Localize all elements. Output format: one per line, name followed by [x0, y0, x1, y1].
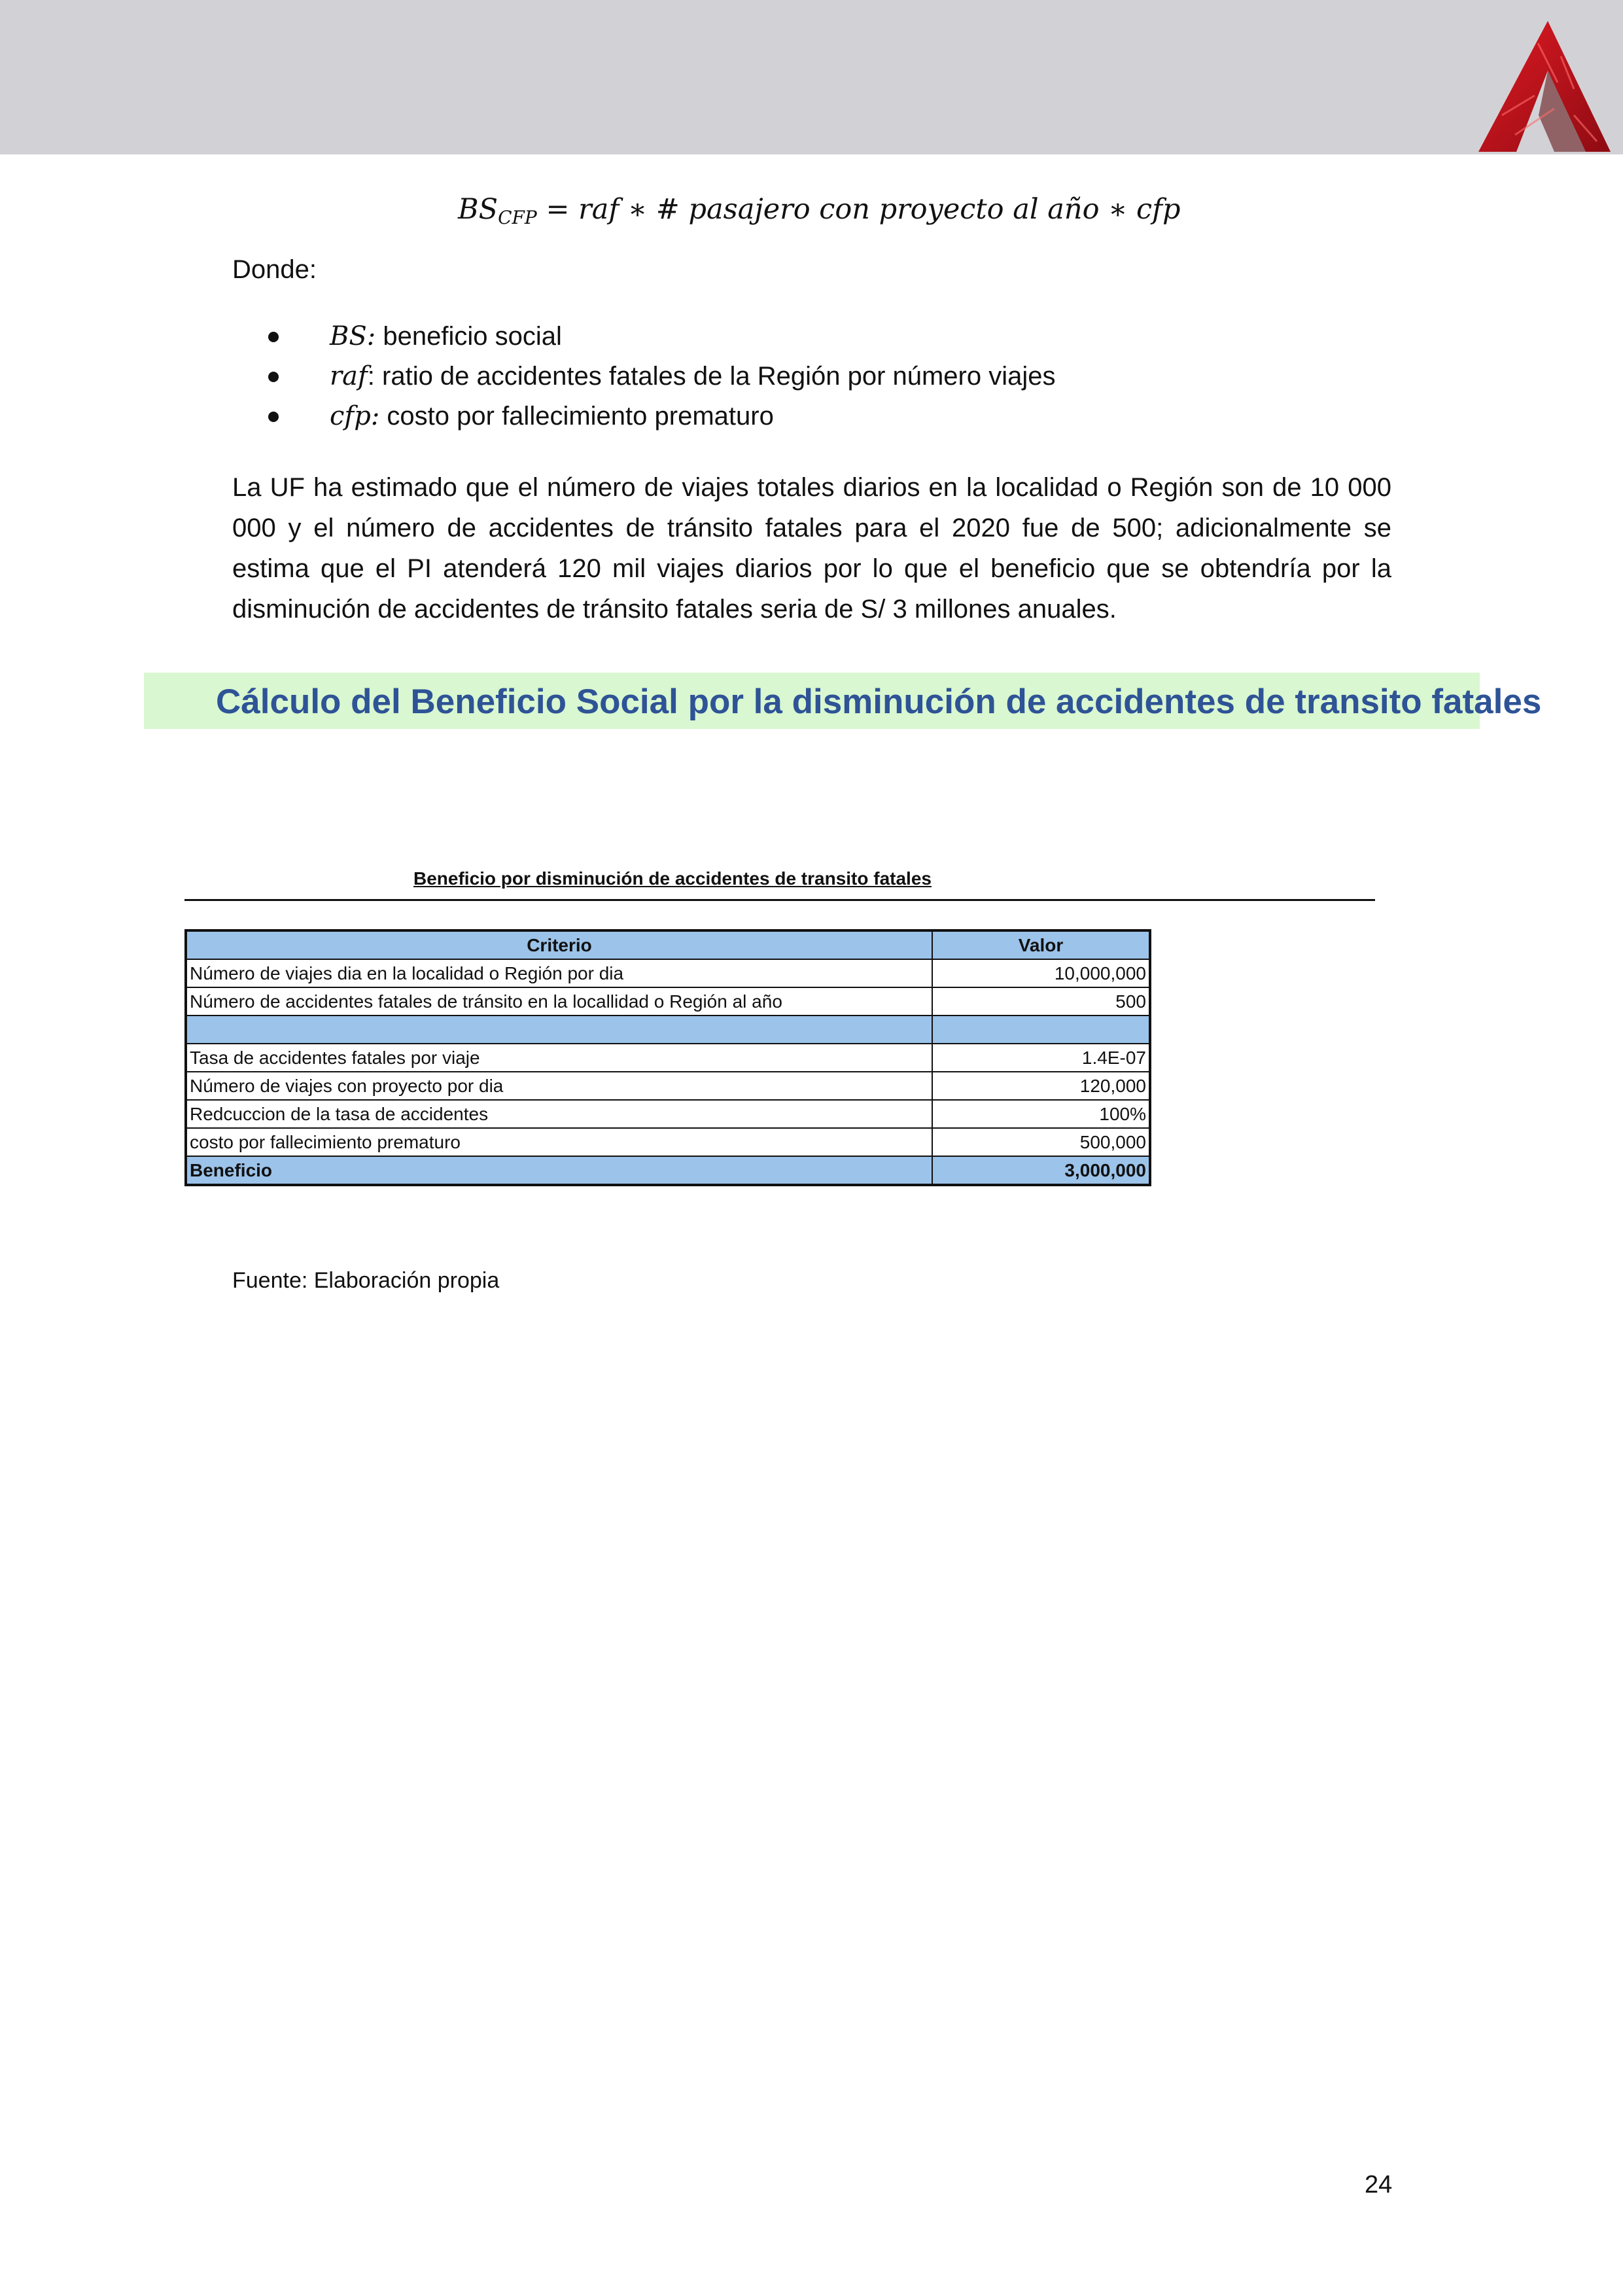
formula-lhs-subscript: CFP — [498, 207, 537, 228]
table-row — [186, 1072, 1150, 1100]
cell-total-value: 3,000,000 — [932, 1156, 1150, 1185]
cell-empty — [932, 1016, 1150, 1044]
table-row — [186, 1044, 1150, 1072]
definitions-list — [275, 317, 1056, 436]
page-number: 24 — [1365, 2171, 1393, 2199]
definition-symbol: raf — [330, 361, 368, 391]
header-band — [0, 0, 1623, 154]
source-note: Fuente: Elaboración propia — [232, 1268, 500, 1293]
donde-label: Donde: — [232, 255, 317, 284]
cell-criterio: Redcuccion de la tasa de accidentes — [186, 1100, 932, 1128]
table-row — [186, 1128, 1150, 1156]
table-row — [186, 987, 1150, 1016]
cell-criterio: Tasa de accidentes fatales por viaje — [186, 1044, 932, 1072]
cell-valor: 500,000 — [932, 1128, 1150, 1156]
bullet-icon — [268, 372, 279, 382]
cell-valor: 1.4E-07 — [932, 1044, 1150, 1072]
formula-rhs: = raf ∗ # pasajero con proyecto al año ∗ cfp — [546, 193, 1181, 226]
section-title: Cálculo del Beneficio Social por la disminución de accidentes de transito fatales — [216, 682, 1542, 721]
column-header-criterio: Criterio — [186, 930, 932, 959]
cell-valor: 10,000,000 — [932, 959, 1150, 987]
column-header-valor: Valor — [932, 930, 1150, 959]
formula — [458, 193, 1308, 228]
formula-lhs: BS — [458, 193, 498, 226]
cell-total-label: Beneficio — [186, 1156, 932, 1185]
bullet-icon — [268, 412, 279, 422]
definition-item — [275, 357, 1056, 397]
body-paragraph: La UF ha estimado que el número de viajes totales diarios en la localidad o Región son de 10 000 000 y el número de accidentes de tránsito fatales para el 2020 fue de 500; adicionalmente se estima que el PI atenderá 120 mil viajes diarios por lo que el beneficio que se obtendría por la disminución de accidentes de tránsito fatales seria de S/ 3 millones anuales. — [232, 473, 1391, 624]
table-title: Beneficio por disminución de accidentes de transito fatales — [413, 868, 932, 889]
definition-item — [275, 397, 1056, 436]
definition-item — [275, 317, 1056, 357]
cell-empty — [186, 1016, 932, 1044]
cell-criterio: Número de viajes dia en la localidad o Región por dia — [186, 959, 932, 987]
cell-criterio: Número de accidentes fatales de tránsito en la locallidad o Región al año — [186, 987, 932, 1016]
cell-valor: 500 — [932, 987, 1150, 1016]
definition-text: costo por fallecimiento prematuro — [387, 402, 774, 431]
red-triangle-logo-icon — [1476, 17, 1613, 154]
definition-text: : ratio de accidentes fatales de la Región por número viajes — [367, 362, 1056, 391]
cell-criterio: costo por fallecimiento prematuro — [186, 1128, 932, 1156]
cell-valor: 100% — [932, 1100, 1150, 1128]
table-total-row — [186, 1156, 1150, 1185]
table-spacer-row — [186, 1016, 1150, 1044]
table-header-row — [186, 930, 1150, 959]
table-title-rule — [184, 899, 1375, 901]
bullet-icon — [268, 332, 279, 342]
cell-valor: 120,000 — [932, 1072, 1150, 1100]
table-row — [186, 959, 1150, 987]
definition-symbol: BS: — [330, 321, 376, 351]
table-row — [186, 1100, 1150, 1128]
definition-text: beneficio social — [383, 322, 562, 351]
definition-symbol: cfp: — [330, 401, 380, 431]
cell-criterio: Número de viajes con proyecto por dia — [186, 1072, 932, 1100]
benefit-table — [184, 929, 1151, 1186]
